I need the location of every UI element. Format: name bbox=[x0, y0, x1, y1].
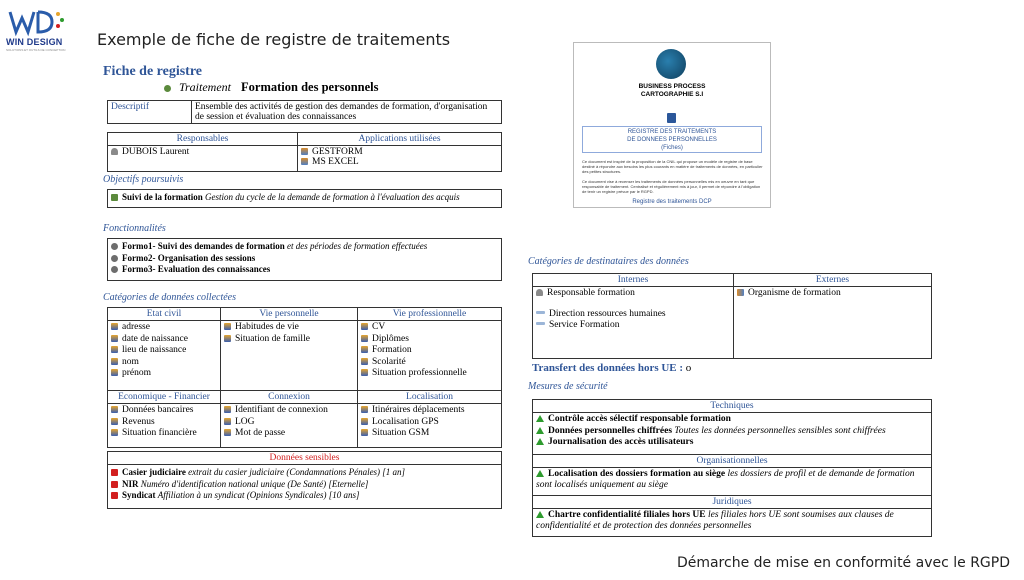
destinataire-item: Service Formation bbox=[536, 320, 730, 331]
sensibles-cell bbox=[108, 465, 502, 509]
data-icon bbox=[361, 406, 368, 413]
fonctionnalites-title: Fonctionnalités bbox=[103, 223, 166, 234]
data-item: Données bancaires bbox=[111, 405, 217, 417]
categories-table bbox=[107, 307, 502, 448]
descriptif-label: Descriptif bbox=[108, 101, 192, 124]
mesure-item: Données personnelles chiffrées Toutes les données personnelles sensibles sont chiffrées bbox=[536, 426, 928, 438]
logo-mark-icon bbox=[6, 8, 68, 38]
data-item: Situation GSM bbox=[361, 428, 498, 440]
etat-civil-header: Etat civil bbox=[108, 308, 221, 321]
organization-icon bbox=[737, 289, 744, 296]
data-icon bbox=[224, 335, 231, 342]
data-icon bbox=[361, 418, 368, 425]
data-icon bbox=[111, 406, 118, 413]
externes-header: Externes bbox=[734, 274, 932, 287]
data-item: Situation de famille bbox=[224, 334, 354, 346]
fonctionnalite-item: Formo1- Suivi des demandes de formation et des périodes de formation effectuées bbox=[111, 241, 498, 253]
gear-icon bbox=[111, 243, 118, 250]
data-icon bbox=[361, 429, 368, 436]
application-item: GESTFORM bbox=[301, 147, 498, 157]
data-icon bbox=[361, 346, 368, 353]
objectif-item: Suivi de la formation Gestion du cycle de la demande de formation à l'évaluation des acquis bbox=[108, 190, 502, 208]
data-item: CV bbox=[361, 322, 498, 334]
sensible-item: Syndicat Affiliation à un syndicat (Opinions Syndicales) [10 ans] bbox=[111, 490, 498, 502]
internes-cell bbox=[533, 287, 734, 359]
objectifs-title: Objectifs poursuivis bbox=[103, 174, 184, 185]
vie-perso-cell bbox=[221, 321, 358, 391]
transfert-label: Transfert des données hors UE : bbox=[532, 362, 684, 374]
transfert-line bbox=[532, 362, 691, 374]
sensitive-icon bbox=[111, 469, 118, 476]
fiche-title: Fiche de registre bbox=[103, 64, 203, 79]
data-icon bbox=[111, 429, 118, 436]
sensibles-header: Données sensibles bbox=[108, 452, 502, 465]
data-item: Identifiant de connexion bbox=[224, 405, 354, 417]
responsables-table bbox=[107, 132, 502, 172]
destinataire-item: Direction ressources humaines bbox=[536, 309, 730, 320]
data-item: Scolarité bbox=[361, 357, 498, 369]
gear-icon bbox=[111, 266, 118, 273]
security-icon bbox=[536, 511, 544, 518]
data-icon bbox=[361, 335, 368, 342]
categories-title: Catégories de données collectées bbox=[103, 292, 237, 303]
applications-header: Applications utilisées bbox=[298, 133, 502, 146]
business-process-icon bbox=[656, 49, 686, 79]
traitement-label: Traitement bbox=[179, 80, 232, 94]
data-icon bbox=[224, 418, 231, 425]
data-item: Habitudes de vie bbox=[224, 322, 354, 334]
thumb-link[interactable]: Registre des traitements DCP bbox=[632, 199, 712, 205]
data-icon bbox=[224, 323, 231, 330]
mesures-title: Mesures de sécurité bbox=[528, 381, 608, 392]
data-item: date de naissance bbox=[111, 334, 217, 346]
destinataires-table bbox=[532, 273, 932, 359]
descriptif-table bbox=[107, 100, 502, 124]
data-item: adresse bbox=[111, 322, 217, 334]
eco-header: Economique - Financier bbox=[108, 391, 221, 404]
data-item: Situation financière bbox=[111, 428, 217, 440]
eco-cell bbox=[108, 404, 221, 448]
destinataire-item: Responsable formation bbox=[536, 288, 730, 299]
department-icon bbox=[536, 311, 545, 314]
sensible-item: Casier judiciaire extrait du casier judiciaire (Condamnations Pénales) [1 an] bbox=[111, 467, 498, 479]
data-item: Revenus bbox=[111, 417, 217, 429]
security-icon bbox=[536, 438, 544, 445]
traitement-value: Formation des personnels bbox=[241, 80, 379, 94]
thumb-para-2: Ce document vise à recenser les traitements de données personnelles mis en oeuvre en tant que responsable de traitement. Centralisé et régulièrement mis à jour, il permet de répondre à l'obligation de tenir un registre prévue par le RGPD. bbox=[582, 179, 761, 194]
fonctionnalites-table bbox=[107, 238, 502, 281]
techniques-header: Techniques bbox=[533, 400, 932, 413]
juridiques-header: Juridiques bbox=[533, 495, 932, 508]
logo-tagline: SOLUTIONS ET OUTILS DE CONCEPTION bbox=[6, 48, 66, 52]
etat-civil-cell bbox=[108, 321, 221, 391]
destinataire-item: Organisme de formation bbox=[737, 288, 928, 298]
responsables-cell bbox=[108, 146, 298, 172]
juridiques-cell: Chartre confidentialité filiales hors UE les filiales hors UE sont soumises aux clauses de confidentialité et de protection des données personnelles bbox=[533, 508, 932, 536]
vie-perso-header: Vie personnelle bbox=[221, 308, 358, 321]
objective-icon bbox=[111, 194, 118, 201]
fonctionnalite-item: Formo3- Evaluation des connaissances bbox=[111, 264, 498, 276]
transfert-value: o bbox=[685, 362, 692, 374]
localisation-header: Localisation bbox=[358, 391, 502, 404]
data-icon bbox=[361, 369, 368, 376]
vie-pro-header: Vie professionnelle bbox=[358, 308, 502, 321]
gear-icon bbox=[111, 255, 118, 262]
responsable-item: DUBOIS Laurent bbox=[111, 147, 294, 157]
app-icon bbox=[301, 158, 308, 165]
data-item: LOG bbox=[224, 417, 354, 429]
orga-cell: Localisation des dossiers formation au siège les dossiers de profil et de demande de formation sont localisés uniquement au siège bbox=[533, 467, 932, 495]
logo-name: WIN DESIGN bbox=[6, 37, 63, 47]
fonctionnalites-cell bbox=[108, 239, 502, 281]
data-item: Localisation GPS bbox=[361, 417, 498, 429]
responsables-header: Responsables bbox=[108, 133, 298, 146]
applications-cell bbox=[298, 146, 502, 172]
data-icon bbox=[111, 346, 118, 353]
register-doc-thumbnail bbox=[573, 42, 771, 208]
localisation-cell bbox=[358, 404, 502, 448]
data-icon bbox=[111, 335, 118, 342]
mesures-table bbox=[532, 399, 932, 537]
data-icon bbox=[361, 323, 368, 330]
data-icon bbox=[224, 429, 231, 436]
mesure-item: Contrôle accès sélectif responsable formation bbox=[536, 414, 928, 426]
data-icon bbox=[111, 323, 118, 330]
department-icon bbox=[536, 322, 545, 325]
destinataires-title: Catégories de destinataires des données bbox=[528, 256, 689, 267]
security-icon bbox=[536, 470, 544, 477]
sensitive-icon bbox=[111, 481, 118, 488]
connexion-header: Connexion bbox=[221, 391, 358, 404]
data-item: Formation bbox=[361, 345, 498, 357]
data-icon bbox=[111, 369, 118, 376]
data-item: Situation professionnelle bbox=[361, 368, 498, 380]
sensibles-table bbox=[107, 451, 502, 509]
descriptif-text: Ensemble des activités de gestion des demandes de formation, d'organisation de session et évaluation des connaissances bbox=[192, 101, 502, 124]
data-item: Itinéraires déplacements bbox=[361, 405, 498, 417]
data-item: Mot de passe bbox=[224, 428, 354, 440]
data-item: Diplômes bbox=[361, 334, 498, 346]
security-icon bbox=[536, 415, 544, 422]
thumb-title: BUSINESS PROCESS CARTOGRAPHIE S.I bbox=[638, 83, 706, 98]
techniques-cell bbox=[533, 413, 932, 455]
thumb-register-box: REGISTRE DES TRAITEMENTS DE DONNEES PERSONNELLES (Fiches) bbox=[582, 126, 762, 153]
data-icon bbox=[361, 358, 368, 365]
objectifs-table bbox=[107, 189, 502, 208]
vie-pro-cell bbox=[358, 321, 502, 391]
user-icon bbox=[111, 148, 118, 155]
traitement-line bbox=[164, 80, 379, 95]
footer-note: Démarche de mise en conformité avec le RGPD bbox=[676, 555, 1010, 571]
data-icon bbox=[224, 406, 231, 413]
connexion-cell bbox=[221, 404, 358, 448]
externes-cell bbox=[734, 287, 932, 359]
windesign-logo bbox=[6, 8, 68, 54]
orga-header: Organisationnelles bbox=[533, 454, 932, 467]
user-icon bbox=[536, 289, 543, 296]
app-icon bbox=[301, 148, 308, 155]
traitement-icon bbox=[164, 85, 171, 92]
data-icon bbox=[111, 418, 118, 425]
internes-header: Internes bbox=[533, 274, 734, 287]
data-icon bbox=[111, 358, 118, 365]
thumb-para-1: Ce document est inspiré de la proposition de la CNIL qui propose un modèle de registre de base destiné à répondre aux besoins les plus courants en matière de traitements de données, en particulier des petites structures. bbox=[582, 159, 763, 174]
slide-title: Exemple de fiche de registre de traitements bbox=[97, 30, 451, 49]
data-item: lieu de naissance bbox=[111, 345, 217, 357]
sensitive-icon bbox=[111, 492, 118, 499]
security-icon bbox=[536, 427, 544, 434]
application-item: MS EXCEL bbox=[301, 157, 498, 167]
mesure-item: Journalisation des accès utilisateurs bbox=[536, 437, 928, 449]
data-item: prénom bbox=[111, 368, 217, 380]
fonctionnalite-item: Formo2- Organisation des sessions bbox=[111, 253, 498, 265]
data-item: nom bbox=[111, 357, 217, 369]
sensible-item: NIR Numéro d'identification national unique (De Santé) [Eternelle] bbox=[111, 479, 498, 491]
word-doc-icon bbox=[667, 113, 676, 123]
